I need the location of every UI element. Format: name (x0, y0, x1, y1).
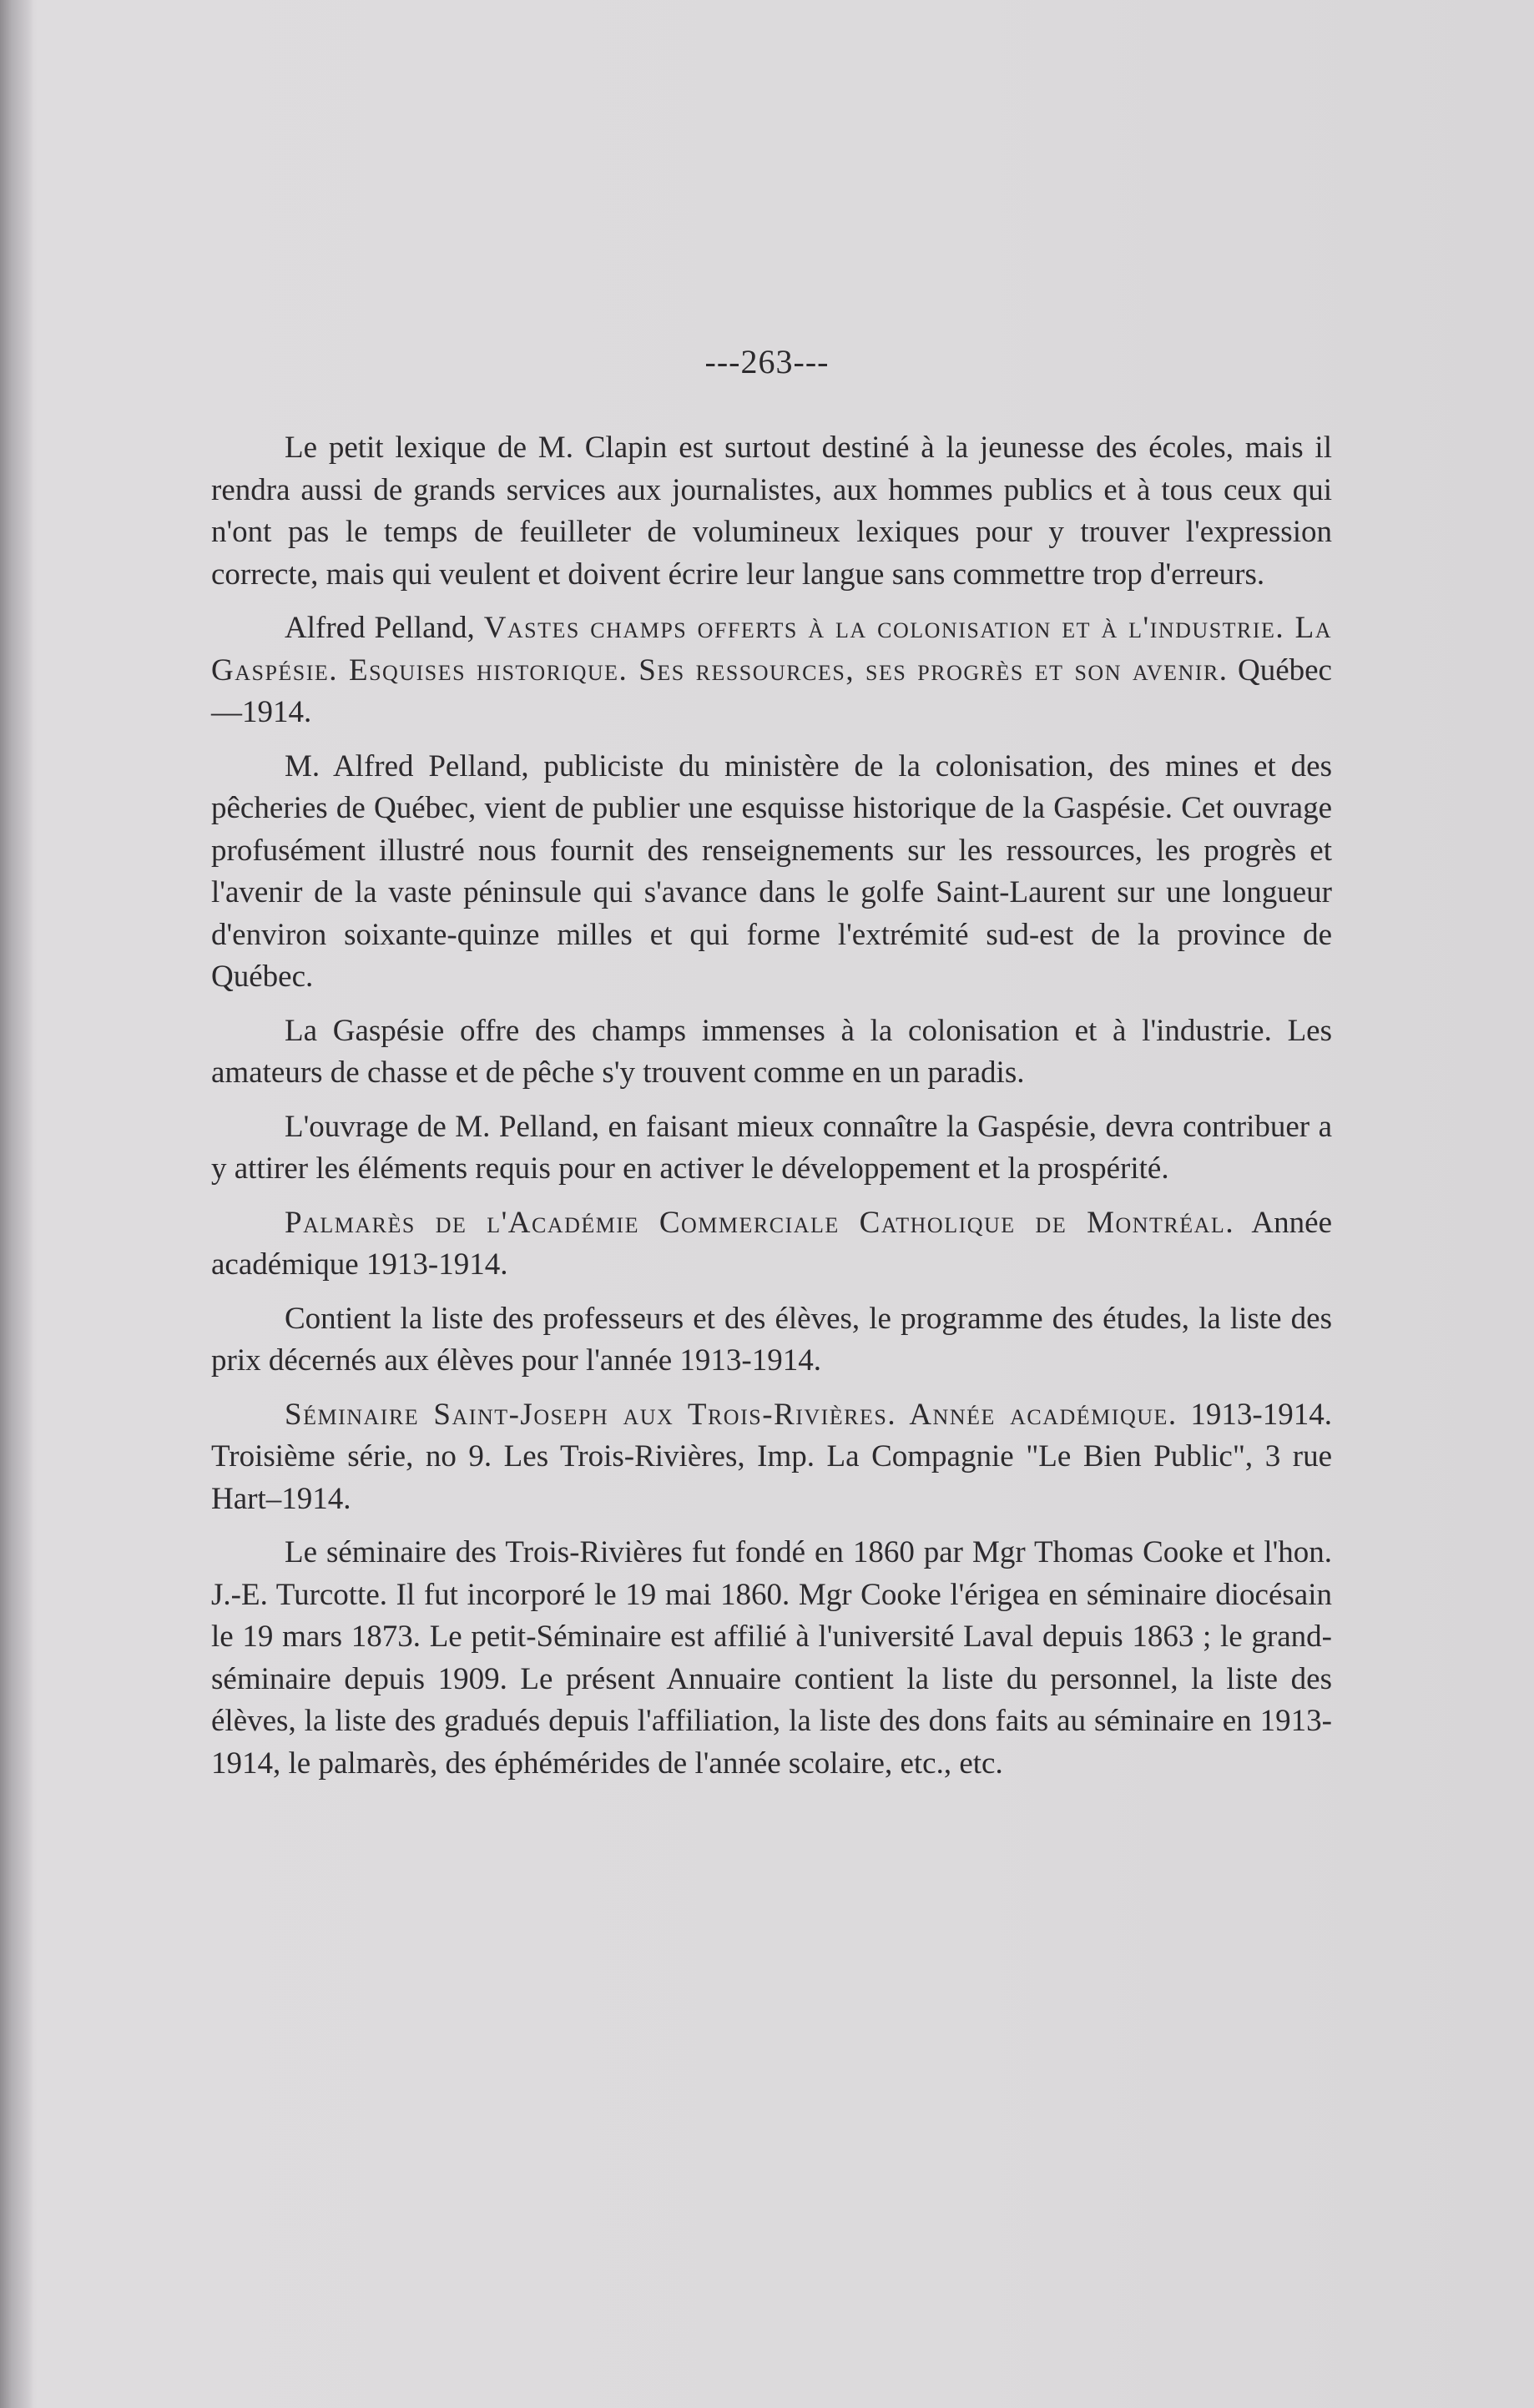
paragraph-pelland-ouvrage: L'ouvrage de M. Pelland, en faisant mieux connaître la Gaspésie, devra contribuer a y attirer les éléments requis pour en activer le développement et la prospérité. (211, 1109, 1332, 1186)
page-number: ---263--- (704, 343, 830, 380)
entry-author: Alfred Pelland, (285, 611, 484, 645)
entry-imprint: Année académique 1913-1914. (211, 1205, 1332, 1282)
entry-imprint: 1913-1914. Troisième série, no 9. Les Trois-Rivières, Imp. La Compagnie "Le Bien Public", 3 rue Hart–1914. (211, 1397, 1332, 1516)
page-body (211, 427, 1332, 1796)
entry-palmares-montreal (211, 1202, 1332, 1287)
entry-title: Palmarès de l'Académie Commerciale Catholique de Montréal. (285, 1205, 1235, 1240)
paragraph-gaspesie-offre: La Gaspésie offre des champs immenses à la colonisation et à l'industrie. Les amateurs de chasse et de pêche s'y trouvent comme en un paradis. (211, 1013, 1332, 1090)
entry-seminaire-trois-rivieres (211, 1394, 1332, 1521)
paragraph-palmares-contents: Contient la liste des professeurs et des élèves, le programme des études, la liste des prix décernés aux élèves pour l'année 1913-1914. (211, 1301, 1332, 1378)
entry-pelland-gaspesie (211, 607, 1332, 734)
paragraph-clapin-lexique: Le petit lexique de M. Clapin est surtout destiné à la jeunesse des écoles, mais il rendra aussi de grands services aux journalistes, aux hommes publics et à tous ceux qui n'ont pas le temps de feuilleter de volumineux lexiques pour y trouver l'expression correcte, mais qui veulent et doivent écrire leur langue sans commettre trop d'erreurs. (211, 431, 1332, 592)
entry-title: Vastes champs offerts à la colonisation et à l'industrie. La Gaspésie. Esquises historique. Ses ressources, ses progrès et son avenir. (211, 611, 1332, 688)
entry-imprint: Québec—1914. (211, 652, 1332, 729)
entry-title: Séminaire Saint-Joseph aux Trois-Rivières. Année académique. (285, 1397, 1178, 1432)
paragraph-seminaire-history: Le séminaire des Trois-Rivières fut fondé en 1860 par Mgr Thomas Cooke et l'hon. J.-E. Turcotte. Il fut incorporé le 19 mai 1860. Mgr Cooke l'érigea en séminaire diocésain le 19 mars 1873. Le petit-Séminaire est affilié à l'université Laval depuis 1863 ; le grand-séminaire depuis 1909. Le présent Annuaire contient la liste du personnel, la liste des élèves, la liste des gradués depuis l'affiliation, la liste des dons faits au séminaire en 1913-1914, le palmarès, des éphémérides de l'année scolaire, etc., etc. (211, 1535, 1332, 1781)
paragraph-pelland-description: M. Alfred Pelland, publiciste du ministère de la colonisation, des mines et des pêcheries de Québec, vient de publier une esquisse historique de la Gaspésie. Cet ouvrage profusément illustré nous fournit des renseignements sur les ressources, les progrès et l'avenir de la vaste péninsule qui s'avance dans le golfe Saint-Laurent sur une longueur d'environ soixante-quinze milles et qui forme l'extrémité sud-est de la province de Québec. (211, 748, 1332, 994)
